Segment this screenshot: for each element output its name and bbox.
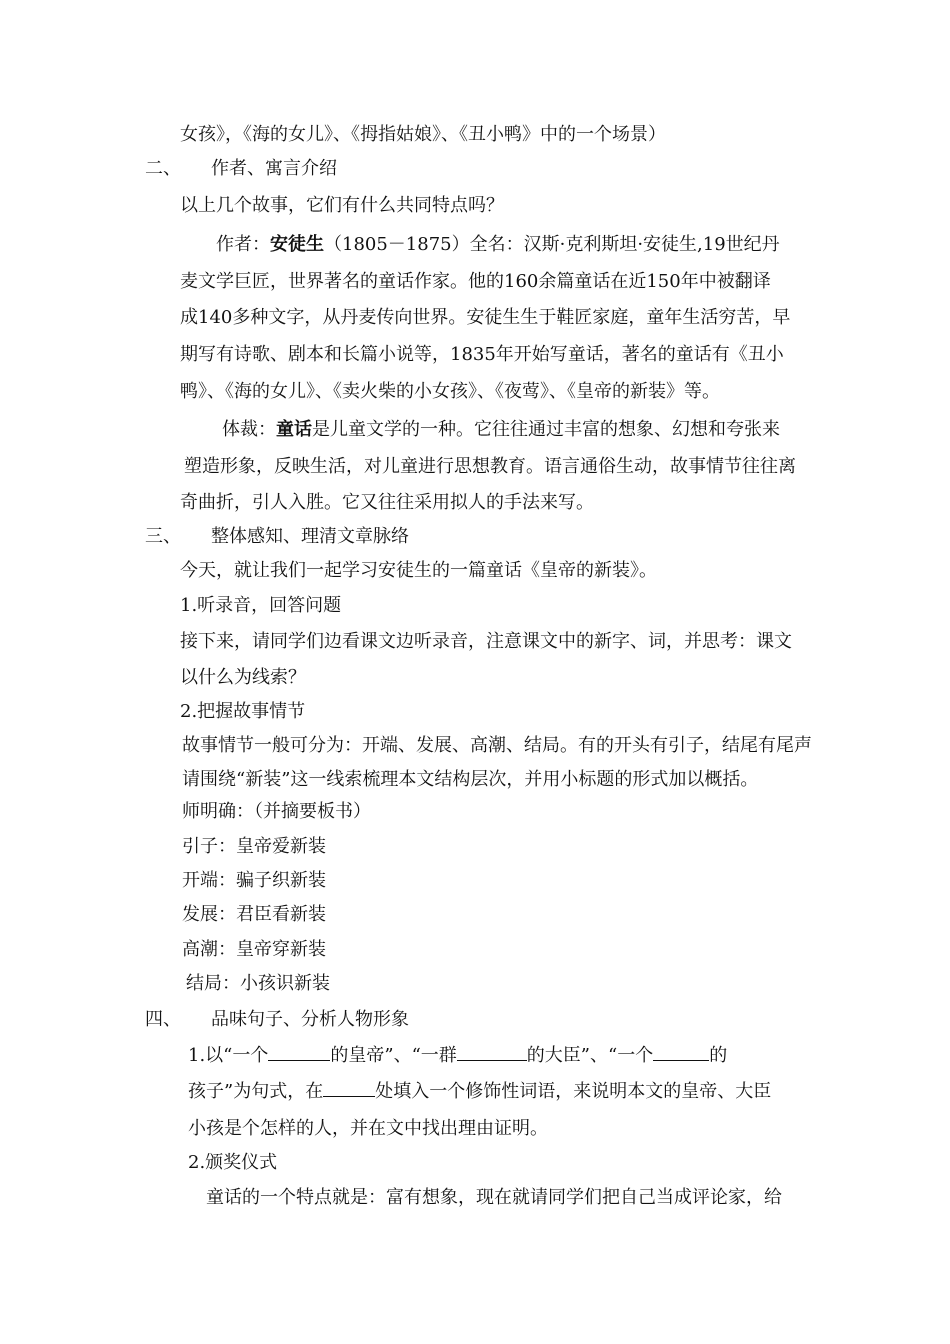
- section-number: 四、: [145, 1009, 181, 1030]
- section-number: 三、: [145, 526, 181, 547]
- text-line: 奇曲折，引人入胜。它又往往采用拟人的手法来写。: [180, 492, 594, 513]
- text-fragment: 孩子”为句式，在: [188, 1081, 324, 1102]
- blank-line: [457, 1044, 527, 1061]
- section-number: 二、: [145, 158, 181, 179]
- text-line: 女孩》，《海的女儿》、《拇指姑娘》、《丑小鸭》中的一个场景）: [180, 124, 666, 145]
- genre-line: [222, 418, 780, 442]
- text-line: 2.把握故事情节: [180, 701, 306, 722]
- text-line: 2.颁奖仪式: [188, 1152, 278, 1173]
- blank-line: [268, 1044, 330, 1061]
- text-line: 成140多种文字，从丹麦传向世界。安徒生生于鞋匠家庭，童年生活穷苦，早: [180, 307, 791, 328]
- text-line: 以什么为线索？: [180, 667, 306, 688]
- genre-text: 是儿童文学的一种。它往往通过丰富的想象、幻想和夸张来: [312, 419, 780, 440]
- text-line: 塑造形象，反映生活，对儿童进行思想教育。语言通俗生动，故事情节往往离: [184, 456, 796, 477]
- plot-item: 引子：皇帝爱新装: [182, 836, 326, 857]
- section-heading-2: [145, 157, 337, 181]
- text-fragment: 1.以“一个: [188, 1045, 269, 1066]
- genre-label: 体裁：: [222, 419, 276, 440]
- author-label: 作者：: [216, 234, 270, 255]
- text-fragment: 的皇帝”、“一群: [330, 1045, 457, 1066]
- section-heading-3: [145, 525, 409, 549]
- blank-line: [323, 1080, 375, 1097]
- author-text: （1805－1875）全名：汉斯·克利斯坦·安徒生,19世纪丹: [324, 234, 780, 255]
- section-title: 整体感知、理清文章脉络: [211, 526, 409, 547]
- text-line: 1.听录音，回答问题: [180, 595, 342, 616]
- section-title: 作者、寓言介绍: [211, 158, 337, 179]
- section-heading-4: [145, 1008, 409, 1032]
- section-title: 品味句子、分析人物形象: [211, 1009, 409, 1030]
- plot-item: 高潮：皇帝穿新装: [182, 939, 326, 960]
- text-line: 师明确：（并摘要板书）: [182, 801, 371, 822]
- text-line: 今天，就让我们一起学习安徒生的一篇童话《皇帝的新装》。: [180, 560, 657, 581]
- text-line: 小孩是个怎样的人，并在文中找出理由证明。: [188, 1118, 548, 1139]
- fill-blank-line: [188, 1080, 771, 1104]
- text-line: 期写有诗歌、剧本和长篇小说等，1835年开始写童话，著名的童话有《丑小: [180, 344, 784, 365]
- text-fragment: 的: [709, 1045, 728, 1066]
- plot-item: 开端：骗子织新装: [182, 870, 326, 891]
- author-name: 安徒生: [270, 234, 324, 255]
- text-line: 请围绕“新装”这一线索梳理本文结构层次，并用小标题的形式加以概括。: [182, 769, 759, 790]
- blank-line: [653, 1044, 709, 1061]
- text-line: 接下来，请同学们边看课文边听录音，注意课文中的新字、词，并思考：课文: [180, 631, 792, 652]
- genre-word: 童话: [276, 419, 312, 440]
- text-line: 故事情节一般可分为：开端、发展、高潮、结局。有的开头有引子，结尾有尾声: [182, 735, 812, 756]
- text-line: 以上几个故事，它们有什么共同特点吗？: [180, 195, 504, 216]
- author-line: [216, 233, 780, 257]
- text-line: 童话的一个特点就是：富有想象，现在就请同学们把自己当成评论家，给: [206, 1187, 782, 1208]
- text-line: 麦文学巨匠，世界著名的童话作家。他的160余篇童话在近150年中被翻译: [180, 271, 771, 292]
- fill-blank-line: [188, 1044, 727, 1068]
- text-line: 鸭》、《海的女儿》、《卖火柴的小女孩》、《夜莺》、《皇帝的新装》等。: [180, 381, 720, 402]
- text-fragment: 的大臣”、“一个: [526, 1045, 654, 1066]
- plot-item: 结局：小孩识新装: [186, 973, 330, 994]
- plot-item: 发展：君臣看新装: [182, 904, 326, 925]
- text-fragment: 处填入一个修饰性词语，来说明本文的皇帝、大臣: [375, 1081, 772, 1102]
